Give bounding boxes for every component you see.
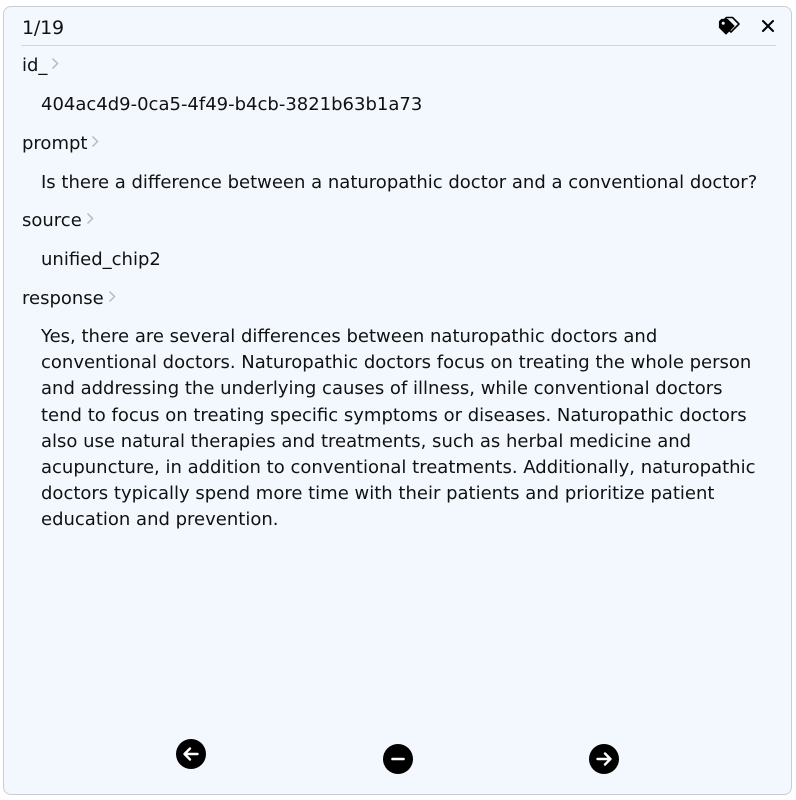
remove-record-button[interactable] <box>383 744 413 774</box>
arrow-left-icon <box>176 739 206 769</box>
field-value-id: 404ac4d9-0ca5-4f49-b4cb-3821b63b1a73 <box>41 94 423 115</box>
field-label-source-text: source <box>22 210 82 231</box>
chevron-right-icon[interactable] <box>86 209 94 231</box>
chevron-right-icon[interactable] <box>51 54 59 76</box>
field-label-id <box>22 54 59 77</box>
tag-icon[interactable] <box>717 15 741 37</box>
field-label-response <box>22 287 116 310</box>
chevron-right-icon[interactable] <box>91 132 99 154</box>
record-viewer-window <box>3 6 792 795</box>
viewer-header <box>21 7 776 46</box>
close-icon[interactable] <box>758 16 778 36</box>
field-label-prompt <box>22 132 99 155</box>
previous-record-button[interactable] <box>176 739 206 769</box>
field-value-prompt: Is there a difference between a naturopathic doctor and a conventional doctor? <box>41 172 758 193</box>
minus-circle-icon <box>383 744 413 774</box>
chevron-right-icon[interactable] <box>108 287 116 309</box>
field-label-id-text: id_ <box>22 55 48 76</box>
field-label-prompt-text: prompt <box>22 133 88 154</box>
field-label-source <box>22 209 94 232</box>
next-record-button[interactable] <box>589 744 619 774</box>
record-counter: 1/19 <box>22 17 64 39</box>
field-value-source: unified_chip2 <box>41 249 161 270</box>
field-label-response-text: response <box>22 288 104 309</box>
field-value-response: Yes, there are several differences between naturopathic doctors and conventional doctors. Naturopathic doctors focus on treating the whole person and addressing the underlying causes of illness, while conventional doctors tend to focus on treating specific symptoms or diseases. Naturopathic doctors also use natural therapies and treatments, such as herbal medicine and acupuncture, in addition to conventional treatments. Additionally, naturopathic doctors typically spend more time with their patients and prioritize patient education and prevention. <box>41 326 756 531</box>
arrow-right-icon <box>589 744 619 774</box>
